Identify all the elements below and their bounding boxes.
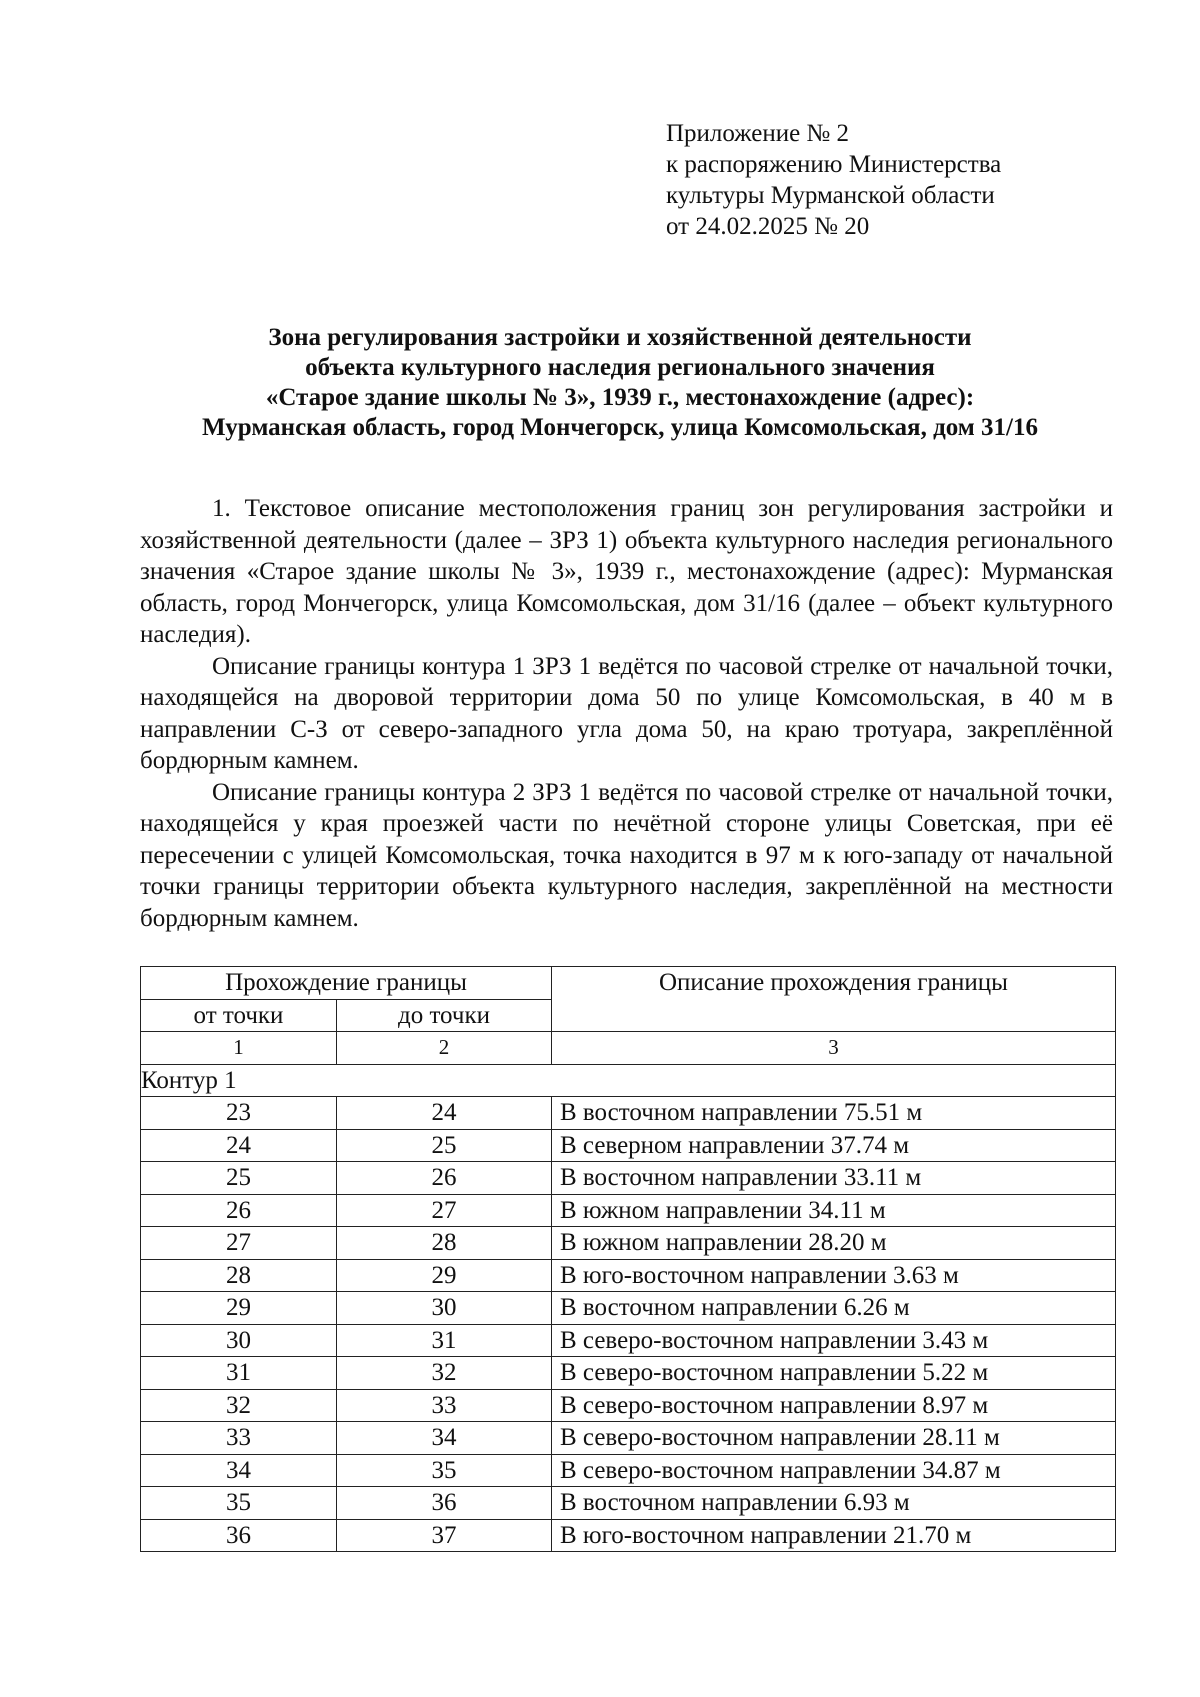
description-cell: В северо-восточном направлении 28.11 м — [552, 1422, 1116, 1455]
table-row — [141, 1324, 1116, 1357]
document-title — [130, 323, 1110, 443]
body-text — [140, 493, 1113, 934]
from-point-cell: 26 — [141, 1194, 337, 1227]
appendix-line-4: от 24.02.2025 № 20 — [666, 213, 870, 240]
from-point-cell: 32 — [141, 1389, 337, 1422]
description-cell: В северо-восточном направлении 8.97 м — [552, 1389, 1116, 1422]
header-from-point: от точки — [141, 999, 337, 1032]
to-point-cell: 34 — [337, 1422, 552, 1455]
column-number-3: 3 — [552, 1032, 1116, 1065]
to-point-cell: 35 — [337, 1454, 552, 1487]
description-cell: В северо-восточном направлении 3.43 м — [552, 1324, 1116, 1357]
description-cell: В южном направлении 34.11 м — [552, 1194, 1116, 1227]
from-point-cell: 23 — [141, 1097, 337, 1130]
description-cell: В восточном направлении 6.26 м — [552, 1292, 1116, 1325]
to-point-cell: 26 — [337, 1162, 552, 1195]
to-point-cell: 36 — [337, 1487, 552, 1520]
to-point-cell: 27 — [337, 1194, 552, 1227]
to-point-cell: 29 — [337, 1259, 552, 1292]
table-row — [141, 1389, 1116, 1422]
title-line-2: объекта культурного наследия регионального значения — [305, 354, 935, 381]
appendix-line-2: к распоряжению Министерства — [666, 151, 1002, 178]
description-cell: В северо-восточном направлении 5.22 м — [552, 1357, 1116, 1390]
table-row — [141, 1292, 1116, 1325]
table-header-row — [141, 967, 1116, 1000]
from-point-cell: 31 — [141, 1357, 337, 1390]
description-cell: В юго-восточном направлении 3.63 м — [552, 1259, 1116, 1292]
header-description: Описание прохождения границы — [552, 967, 1116, 1032]
column-number-1: 1 — [141, 1032, 337, 1065]
column-number-2: 2 — [337, 1032, 552, 1065]
appendix-line-1: Приложение № 2 — [666, 120, 850, 147]
from-point-cell: 25 — [141, 1162, 337, 1195]
description-cell: В восточном направлении 33.11 м — [552, 1162, 1116, 1195]
contour-label: Контур 1 — [141, 1064, 1116, 1097]
from-point-cell: 35 — [141, 1487, 337, 1520]
table-row — [141, 1194, 1116, 1227]
title-line-1: Зона регулирования застройки и хозяйственной деятельности — [268, 324, 972, 351]
to-point-cell: 28 — [337, 1227, 552, 1260]
appendix-header — [666, 118, 1001, 242]
title-line-3: «Старое здание школы № 3», 1939 г., местонахождение (адрес): — [265, 384, 975, 411]
title-line-4: Мурманская область, город Мончегорск, улица Комсомольская, дом 31/16 — [202, 414, 1038, 441]
from-point-cell: 28 — [141, 1259, 337, 1292]
contour-row — [141, 1064, 1116, 1097]
table-row — [141, 1519, 1116, 1552]
table-row — [141, 1487, 1116, 1520]
to-point-cell: 37 — [337, 1519, 552, 1552]
from-point-cell: 30 — [141, 1324, 337, 1357]
paragraph-1: 1. Текстовое описание местоположения границ зон регулирования застройки и хозяйственной деятельности (далее – ЗРЗ 1) объекта культурного наследия регионального значения «Старое здание школы № 3», 1939 г., местонахождение (адрес): Мурманская область, город Мончегорск, улица Комсомольская, дом 31/16 (далее – объект культурного наследия). — [140, 495, 1113, 648]
to-point-cell: 24 — [337, 1097, 552, 1130]
from-point-cell: 34 — [141, 1454, 337, 1487]
table-row — [141, 1259, 1116, 1292]
from-point-cell: 33 — [141, 1422, 337, 1455]
boundary-table — [140, 966, 1116, 1552]
header-passage: Прохождение границы — [141, 967, 552, 1000]
description-cell: В восточном направлении 6.93 м — [552, 1487, 1116, 1520]
table-row — [141, 1097, 1116, 1130]
paragraph-2: Описание границы контура 1 ЗРЗ 1 ведётся по часовой стрелке от начальной точки, находящейся на дворовой территории дома 50 по улице Комсомольская, в 40 м в направлении С-З от северо-западного угла дома 50, на краю тротуара, закреплённой бордюрным камнем. — [140, 652, 1113, 774]
description-cell: В северном направлении 37.74 м — [552, 1129, 1116, 1162]
paragraph-3: Описание границы контура 2 ЗРЗ 1 ведётся по часовой стрелке от начальной точки, находящейся у края проезжей части по нечётной стороне улицы Советская, при её пересечении с улицей Комсомольская, точка находится в 97 м к юго-западу от начальной точки границы территории объекта культурного наследия, закреплённой на местности бордюрным камнем. — [140, 778, 1113, 932]
description-cell: В северо-восточном направлении 34.87 м — [552, 1454, 1116, 1487]
table-row — [141, 1227, 1116, 1260]
to-point-cell: 32 — [337, 1357, 552, 1390]
to-point-cell: 31 — [337, 1324, 552, 1357]
table-row — [141, 1357, 1116, 1390]
to-point-cell: 30 — [337, 1292, 552, 1325]
table-row — [141, 1422, 1116, 1455]
to-point-cell: 25 — [337, 1129, 552, 1162]
description-cell: В восточном направлении 75.51 м — [552, 1097, 1116, 1130]
to-point-cell: 33 — [337, 1389, 552, 1422]
table-row — [141, 1162, 1116, 1195]
from-point-cell: 27 — [141, 1227, 337, 1260]
from-point-cell: 29 — [141, 1292, 337, 1325]
column-number-row — [141, 1032, 1116, 1065]
appendix-line-3: культуры Мурманской области — [666, 182, 995, 209]
table-row — [141, 1129, 1116, 1162]
description-cell: В южном направлении 28.20 м — [552, 1227, 1116, 1260]
description-cell: В юго-восточном направлении 21.70 м — [552, 1519, 1116, 1552]
header-to-point: до точки — [337, 999, 552, 1032]
from-point-cell: 36 — [141, 1519, 337, 1552]
from-point-cell: 24 — [141, 1129, 337, 1162]
table-row — [141, 1454, 1116, 1487]
